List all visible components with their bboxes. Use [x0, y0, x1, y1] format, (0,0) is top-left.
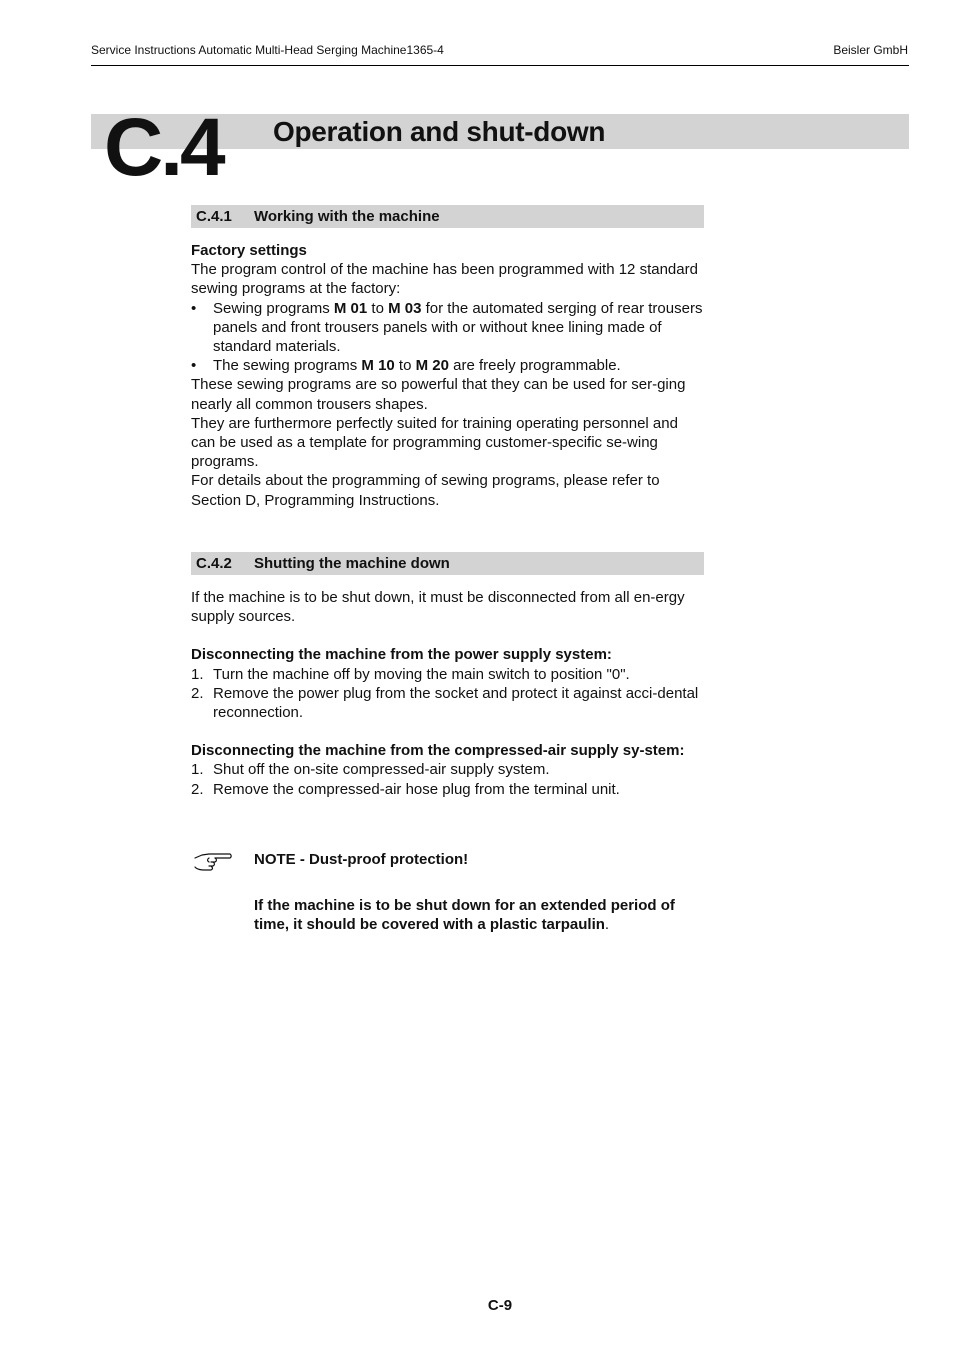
- program-code: M 20: [415, 357, 449, 375]
- bullet-text: to: [394, 357, 416, 375]
- program-code: M 10: [361, 357, 395, 375]
- bullet-text: The sewing programs: [213, 357, 362, 375]
- step-number: 1.: [191, 665, 204, 683]
- bullet-item: [191, 299, 704, 357]
- bullet-item: [191, 356, 704, 375]
- subheading-compressed-air: Disconnecting the machine from the compressed-air supply sy-stem:: [191, 742, 685, 760]
- spacer: [191, 626, 704, 645]
- section-number: C.4.1: [196, 208, 232, 225]
- paragraph: These sewing programs are so powerful that they can be used for ser-ging nearly all common trousers shapes.: [191, 376, 686, 413]
- list-item: [191, 760, 704, 779]
- section-number: C.4.2: [196, 555, 232, 572]
- section-heading-c41: [191, 205, 704, 228]
- bullet-text: for the automated serging of rear trousers panels and front trousers panels with or without knee lining made of standard materials.: [213, 299, 703, 356]
- list-item: [191, 780, 704, 799]
- bullet-mark: •: [191, 357, 197, 375]
- paragraph: For details about the programming of sewing programs, please refer to Section D, Programming Instructions.: [191, 472, 660, 509]
- section-title: Shutting the machine down: [254, 555, 450, 572]
- step-text: Remove the power plug from the socket and protect it against acci-dental reconnection.: [213, 684, 699, 722]
- list-item: [191, 684, 704, 722]
- step-number: 2.: [191, 780, 204, 798]
- bullet-text: Sewing programs: [213, 299, 334, 317]
- subheading-factory-settings: Factory settings: [191, 242, 307, 259]
- list-item: [191, 665, 704, 684]
- paragraph: They are furthermore perfectly suited for training operating personnel and can be used as a template for programming customer-specific se-wing programs.: [191, 414, 678, 471]
- note-end: .: [604, 916, 610, 934]
- bullet-text: are freely programmable.: [448, 357, 621, 375]
- step-text: Remove the compressed-air hose plug from the terminal unit.: [213, 780, 620, 798]
- page-number: C-9: [487, 1297, 513, 1314]
- note-title: - Dust-proof protection!: [295, 851, 469, 868]
- pointing-hand-icon: [193, 849, 233, 875]
- note-body: If the machine is to be shut down for an extended period of time, it should be covered with a plastic tarpaulin: [254, 897, 675, 934]
- step-text: Turn the machine off by moving the main switch to position "0".: [213, 665, 630, 683]
- header-rule: [91, 65, 909, 66]
- note-label: NOTE: [254, 851, 296, 868]
- chapter-title: Operation and shut-down: [273, 116, 606, 147]
- bullet-text: to: [367, 299, 389, 317]
- note-text: [254, 896, 704, 934]
- paragraph-intro: The program control of the machine has been programmed with 12 standard sewing programs at the factory:: [191, 261, 698, 298]
- bullet-mark: •: [191, 299, 197, 317]
- program-code: M 01: [333, 299, 368, 317]
- program-code: M 03: [388, 299, 422, 317]
- section-heading-c42: [191, 552, 704, 575]
- section-body-c42: [191, 588, 704, 799]
- chapter-number: C.4: [104, 102, 223, 193]
- section-body-c41: [191, 241, 704, 510]
- step-text: Shut off the on-site compressed-air supply system.: [213, 761, 550, 779]
- section-title: Working with the machine: [254, 208, 440, 225]
- header-company-name: Beisler GmbH: [833, 43, 908, 57]
- step-number: 1.: [191, 761, 204, 779]
- step-number: 2.: [191, 684, 204, 702]
- spacer: [191, 722, 704, 741]
- note-heading: [254, 851, 468, 868]
- subheading-power-supply: Disconnecting the machine from the power supply system:: [191, 646, 612, 664]
- header-document-title: Service Instructions Automatic Multi-Head Serging Machine1365-4: [91, 43, 444, 57]
- paragraph-intro: If the machine is to be shut down, it must be disconnected from all en-ergy supply sources.: [191, 589, 685, 626]
